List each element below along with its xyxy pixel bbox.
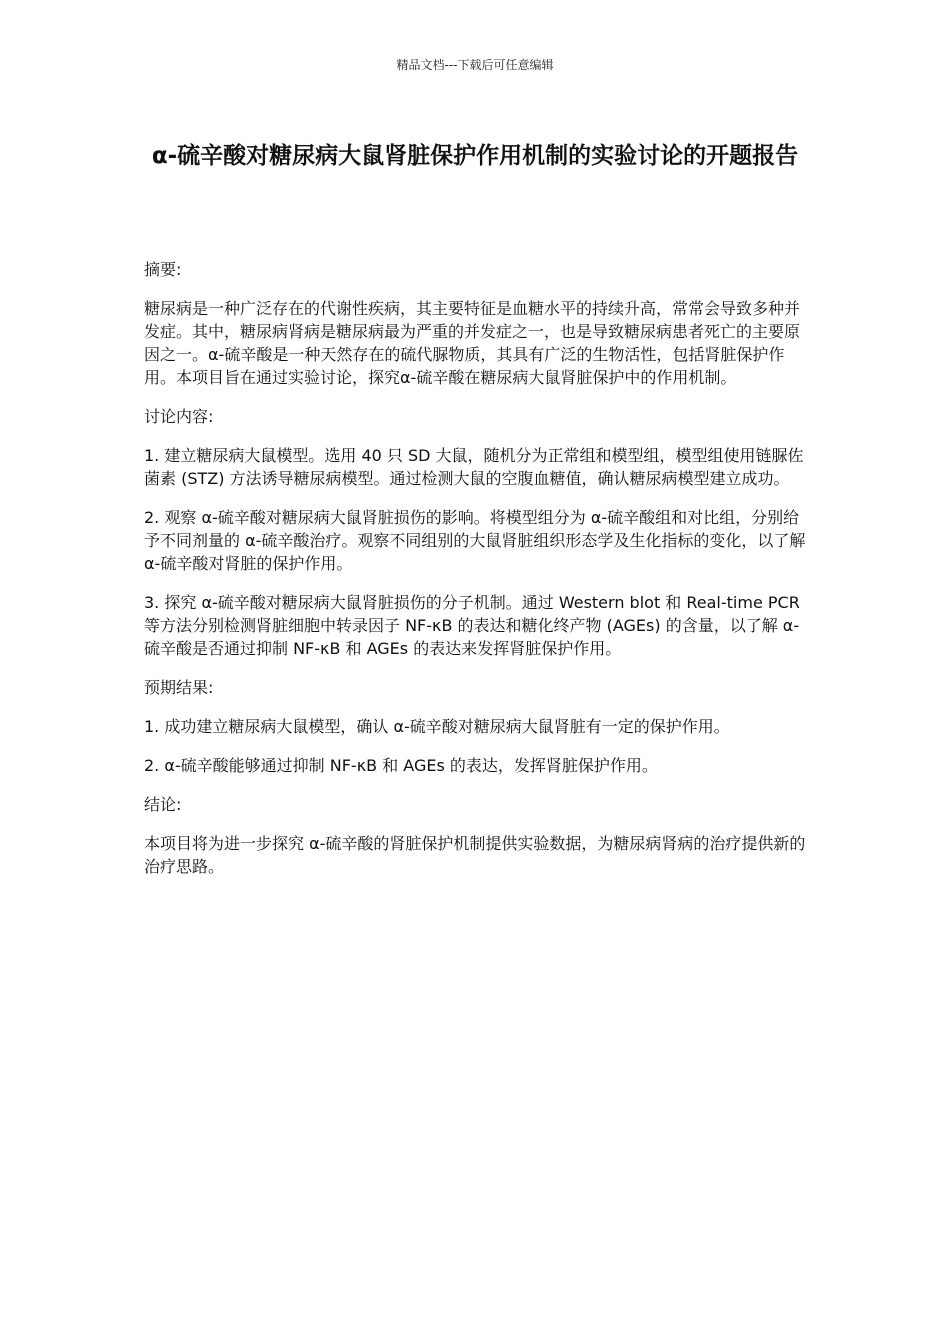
discussion-item-1: 1. 建立糖尿病大鼠模型。选用 40 只 SD 大鼠，随机分为正常组和模型组，模型组使用链脲佐菌素 (STZ) 方法诱导糖尿病模型。通过检测大鼠的空腹血糖值，确认糖尿病模型建立成功。 [144, 446, 804, 488]
discussion-item-3: 3. 探究 α-硫辛酸对糖尿病大鼠肾脏损伤的分子机制。通过 Western blot 和 Real-time PCR 等方法分别检测肾脏细胞中转录因子 NF-κB 的表达和糖化终产物 (AGEs) 的含量，以了解 α-硫辛酸是否通过抑制 NF-κB 和 AGEs 的表达来发挥肾脏保护作用。 [144, 593, 800, 658]
conclusion-heading: 结论: [144, 795, 182, 814]
abstract-heading: 摘要: [144, 260, 182, 279]
document-body [144, 258, 808, 894]
abstract-text: 糖尿病是一种广泛存在的代谢性疾病，其主要特征是血糖水平的持续升高，常常会导致多种并发症。其中，糖尿病肾病是糖尿病最为严重的并发症之一，也是导致糖尿病患者死亡的主要原因之一。α-硫辛酸是一种天然存在的硫代脲物质，其具有广泛的生物活性，包括肾脏保护作用。本项目旨在通过实验讨论，探究α-硫辛酸在糖尿病大鼠肾脏保护中的作用机制。 [144, 299, 801, 387]
discussion-heading: 讨论内容: [144, 407, 214, 426]
expected-result-item-1: 1. 成功建立糖尿病大鼠模型，确认 α-硫辛酸对糖尿病大鼠肾脏有一定的保护作用。 [144, 717, 730, 736]
expected-results-heading: 预期结果: [144, 678, 214, 697]
discussion-item-2: 2. 观察 α-硫辛酸对糖尿病大鼠肾脏损伤的影响。将模型组分为 α-硫辛酸组和对比组，分别给予不同剂量的 α-硫辛酸治疗。观察不同组别的大鼠肾脏组织形态学及生化指标的变化，以了解 α-硫辛酸对肾脏的保护作用。 [144, 508, 806, 573]
expected-result-item-2: 2. α-硫辛酸能够通过抑制 NF-κB 和 AGEs 的表达，发挥肾脏保护作用。 [144, 756, 658, 775]
header-note: 精品文档---下载后可任意编辑 [396, 58, 554, 72]
conclusion-text: 本项目将为进一步探究 α-硫辛酸的肾脏保护机制提供实验数据，为糖尿病肾病的治疗提供新的治疗思路。 [144, 834, 806, 876]
document-title: α-硫辛酸对糖尿病大鼠肾脏保护作用机制的实验讨论的开题报告 [151, 143, 799, 169]
